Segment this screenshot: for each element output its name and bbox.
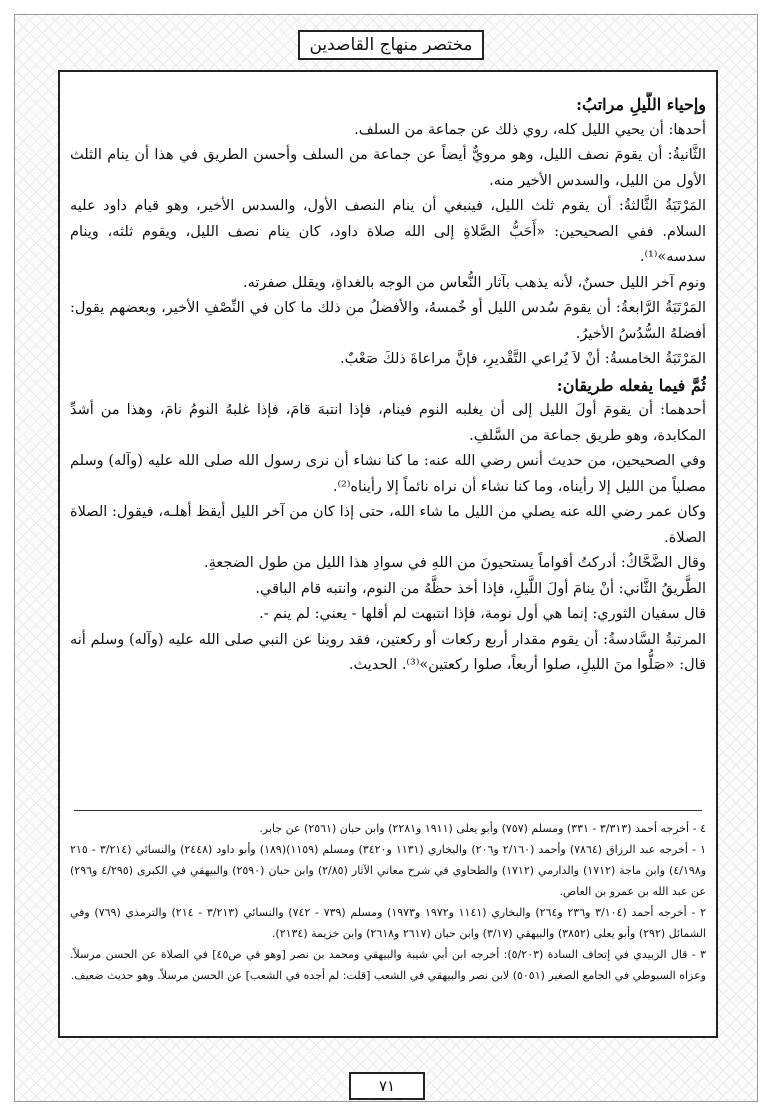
section-heading: وإحياء اللَّيلِ مراتبُ: (576, 95, 706, 114)
paragraph-1: أحدها: أن يحيي الليل كله، روي ذلك عن جماعة من السلف. (354, 121, 706, 138)
main-content (70, 92, 706, 792)
footnote-3: ٢ - أخرجه أحمد (٣/١٠٤ و٢٣٦ و٢٦٤) والبخاري (١١٤١ و١٩٧٢ و١٩٧٣) ومسلم (٧٣٩ - ٧٤٢) والنسائي (٣/٢١٣ - ٢١٤) والترمذي (٧٦٩) وفي الشمائل (٢٩٢) وأبو يعلى (٣٨٥٢) والبيهقي (٣/١٧) وابن حبان (٢٦١٧ و٢٦١٨) وابن خزيمة (٢١٣٤). (70, 906, 706, 940)
footnote-4: ٣ - قال الزبيدي في إتحاف السادة (٥/٢٠٣): أخرجه ابن أبي شيبة والبيهقي ومحمد بن نصر [وهو في ص٤٥] في الصلاة عن الحسن مرسلاً. وعزاه السيوطي في الجامع الصغير (٥٠٥١) لابن نصر والبيهقي في الشعب [قلت: لم أجده في الشعب] عن الحسن مرسلاً. وهو حديث ضعيف. (70, 948, 706, 982)
paragraph-10: وكان عمر رضي الله عنه يصلي من الليل ما شاء الله، حتى إذا كان من آخر الليل أيقظ أهلـه، فيقول: الصلاة الصلاة. (70, 504, 706, 546)
footnote-1: ٤ - أخرجه أحمد (٣/٣١٣ - ٣٣١) ومسلم (٧٥٧) وأبو يعلى (١٩١١ و٢٢٨١) وابن حبان (٢٥٦١) عن جابر. (259, 822, 706, 835)
paragraph-7: ثُمَّ فيما يفعله طريقان: (556, 375, 706, 395)
page-number: ٧١ (349, 1072, 425, 1100)
paragraph-5: المَرْتَبَةُ الرَّابعةُ: أن يقومَ سُدس الليل أو خُمسهُ، والأفضلُ من ذلك ما كان في النِّصْفِ الأخير، وبعضهم يقول: أفضلهُ السُّدُسُ الأخيرُ. (70, 300, 706, 342)
paragraph-12: الطَّريقُ الثَّاني: أنْ ينامَ أولَ اللَّيلِ، فإذا أخذ حظَّهُ من النوم، وانتبه قام الباقي. (255, 580, 706, 597)
paragraph-9: وفي الصحيحين، من حديث أنس رضي الله عنه: ما كنا نشاء أن نرى رسول الله صلى الله عليه (وآله) وسلم مصلياً من الليل إلا رأيناه، وما كنا نشاء أن نراه نائماً إلا رأيناه⁽²⁾. (70, 453, 706, 495)
paragraph-11: وقال الضَّحَّاكُ: أدركتُ أقواماً يستحيونَ من اللهِ في سوادِ هذا الليل من طول الضجعةِ. (204, 555, 706, 571)
main-text-frame (58, 70, 718, 1038)
paragraph-14: المرتبةُ السَّادسةُ: أن يقوم مقدار أربع ركعات أو ركعتين، فقد روينا عن النبي صلى الله عليه (وآله) وسلم أنه قال: «صَلُّوا منَ الليلِ، صلوا أربعاً، صلوا ركعتين»⁽³⁾. الحديث. (70, 631, 706, 673)
book-title: مختصر منهاج القاصدين (298, 30, 484, 60)
footnotes (70, 818, 706, 1030)
paragraph-2: الثَّانيةُ: أن يقومَ نصف الليل، وهو مرويٌّ أيضاً عن جماعة من السلف وأحسن الطريق في هذا أن ينام الثلث الأول من الليل، والسدس الأخير منه. (70, 147, 706, 189)
paragraph-13: قال سفيان الثوري: إنما هي أول نومة، فإذا انتبهت لم أقلها - يعني: لم ينم -. (259, 606, 706, 622)
paragraph-6: المَرْتَبَةُ الخامسةُ: أنْ لاَ يُراعي التَّقْديرِ، فإنَّ مراعاةَ ذلكَ صَعْبٌ. (339, 351, 706, 367)
paragraph-8: أحدهما: أن يقومَ أولَ الليل إلى أن يغلبه النوم فينام، فإذا انتبهَ قامَ، فإذا غلبهُ النومُ نامَ، وهذا من أشدِّ المكابدة، وهو طريق جماعة من السَّلفِ. (70, 402, 706, 444)
footnote-divider (74, 810, 702, 811)
paragraph-4: ونوم آخر الليل حسنٌ، لأنه يذهب بآثار النُّعاس من الوجه بالغداةِ، ويقلل صفرته. (243, 274, 706, 291)
footnote-2: ١ - أخرجه عبد الرزاق (٧٨٦٤) وأحمد (٢/١٦٠ و٢٠٦) والبخاري (١١٣١ و٣٤٢٠) ومسلم (١١٥٩)(١٨٩) وأبو داود (٢٤٤٨) والنسائي (٣/٢١٤ - ٢١٥ و٤/١٩٨) وابن ماجة (١٧١٢) والدارمي (١٧١٢) والطحاوي في شرح معاني الآثار (٢/٨٥) وابن حبان (٢٥٩٠) والبيهقي في الكبرى (٤/٢٩٥ و٢٩٦) عن عبد الله بن عمرو بن العاص. (70, 843, 706, 898)
paragraph-3: المَرْتَبَةُ الثَّالثةُ: أن يقوم ثلث الليل، فينبغي أن ينام النصف الأول، والسدس الأخير، وهو قيام داود عليه السلام. ففي الصحيحين: «أَحَبُّ الصَّلاةِ إلى الله صلاة داود، كان ينام نصف الليل، ويقوم ثلثه، وينام سدسه»⁽¹⁾. (70, 198, 706, 265)
